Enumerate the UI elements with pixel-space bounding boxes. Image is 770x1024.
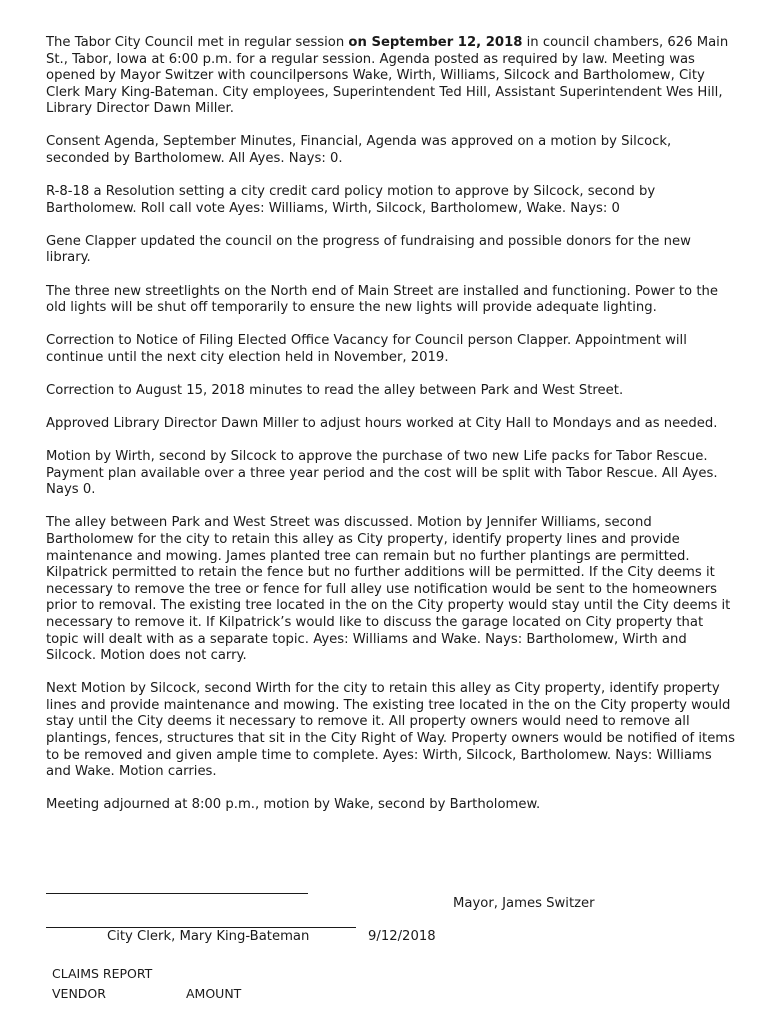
- library-hours-paragraph: Approved Library Director Dawn Miller to adjust hours worked at City Hall to Mondays and as needed.: [46, 416, 718, 431]
- claims-vendor-header: VENDOR: [52, 986, 106, 1001]
- claims-report-title: CLAIMS REPORT: [52, 966, 153, 981]
- clerk-signature-label: City Clerk, Mary King-Bateman: [107, 929, 310, 944]
- signature-date: 9/12/2018: [368, 929, 436, 944]
- alley-first-motion-paragraph: The alley between Park and West Street was discussed. Motion by Jennifer Williams, second Bartholomew for the city to retain this alley as City property, identify property lines and provide maintenance and mowing. James planted tree can remain but no further plantings are permitted. Kilpatrick permitted to retain the fence but no further additions will be permitted. If the City deems it necessary to remove the tree or fence for full alley use notification would be sent to the homeowners prior to removal. The existing tree located in the on the City property would stay until the City deems it necessary to remove it. If Kilpatrick’s would like to discuss the garage located on City property that topic will dealt with as a separate topic. Ayes: Williams and Wake. Nays: Bartholomew, Wirth and Silcock. Motion does not carry.: [46, 515, 731, 664]
- life-packs-paragraph: Motion by Wirth, second by Silcock to approve the purchase of two new Life packs for Tabor Rescue. Payment plan available over a three year period and the cost will be split with Tabor Rescue. All Ayes. Nays 0.: [46, 449, 718, 498]
- mayor-signature-label: Mayor, James Switzer: [453, 896, 595, 911]
- alley-second-motion-paragraph: Next Motion by Silcock, second Wirth for the city to retain this alley as City property, identify property lines and provide maintenance and mowing. The existing tree located in the on the City property would stay until the City deems it necessary to remove it. All property owners would need to remove all plantings, fences, structures that sit in the City Right of Way. Property owners would be notified of items to be removed and given ample time to complete. Ayes: Wirth, Silcock, Bartholomew. Nays: Williams and Wake. Motion carries.: [46, 681, 736, 780]
- library-fundraising-paragraph: Gene Clapper updated the council on the progress of fundraising and possible donors for the new library.: [46, 233, 691, 266]
- adjournment-paragraph: Meeting adjourned at 8:00 p.m., motion by Wake, second by Bartholomew.: [46, 797, 541, 813]
- consent-agenda-paragraph: Consent Agenda, September Minutes, Financial, Agenda was approved on a motion by Silcock, seconded by Bartholomew. All Ayes. Nays: 0.: [46, 134, 672, 167]
- resolution-paragraph: R-8-18 a Resolution setting a city credit card policy motion to approve by Silcock, second by Bartholomew. Roll call vote Ayes: Williams, Wirth, Silcock, Bartholomew, Wake. Nays: 0: [46, 184, 656, 216]
- intro-prefix: The Tabor City Council met in regular session: [46, 35, 349, 50]
- minutes-body: [46, 35, 736, 830]
- intro-paragraph: [46, 35, 736, 118]
- clerk-signature-line: [46, 927, 356, 928]
- meeting-date: on September 12, 2018: [348, 35, 523, 50]
- minutes-correction-paragraph: Correction to August 15, 2018 minutes to read the alley between Park and West Street.: [46, 382, 624, 398]
- mayor-signature-line: [46, 893, 308, 894]
- claims-amount-header: AMOUNT: [186, 986, 242, 1001]
- intro-suffix: in council chambers, 626 Main St., Tabor, Iowa at 6:00 p.m. for a regular session. Agenda posted as required by law. Meeting was opened by Mayor Switzer with councilpersons Wake, Wirth, Williams, Silcock and Bartholomew, City Clerk Mary King-Bateman. City employees, Superintendent Ted Hill, Assistant Superintendent Wes Hill, Library Director Dawn Miller.: [46, 35, 729, 117]
- vacancy-correction-paragraph: Correction to Notice of Filing Elected Office Vacancy for Council person Clapper. Appointment will continue until the next city election held in November, 2019.: [46, 333, 687, 365]
- streetlights-paragraph: The three new streetlights on the North end of Main Street are installed and functioning. Power to the old lights will be shut off temporarily to ensure the new lights will provide adequate lighting.: [46, 283, 718, 316]
